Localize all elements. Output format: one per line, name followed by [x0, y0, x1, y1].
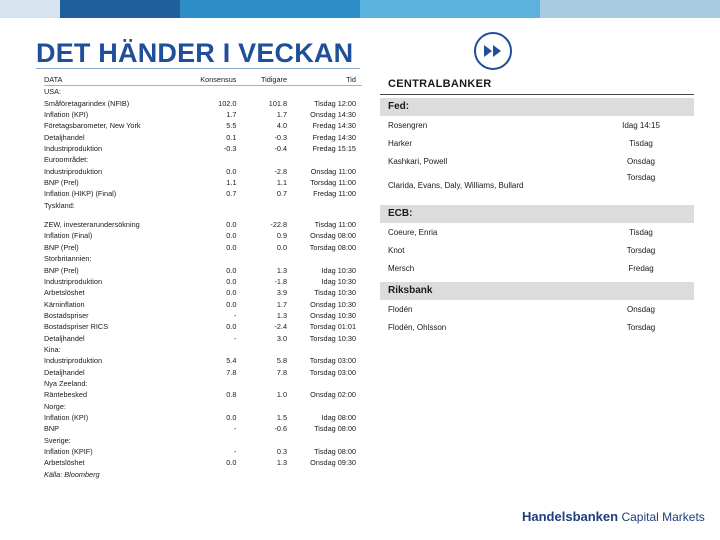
table-section-row — [44, 401, 362, 412]
table-row — [44, 265, 362, 276]
previous-value: -2.4 — [274, 322, 288, 332]
section-label: Kina: — [44, 344, 362, 355]
release-time: Idag 10:30 — [321, 276, 356, 286]
consensus-value: -0.3 — [223, 144, 237, 154]
previous-value: 1.0 — [276, 390, 288, 400]
consensus-value: 0.0 — [226, 242, 237, 252]
previous-value: 4.0 — [276, 121, 288, 131]
previous-value: 1.3 — [276, 310, 288, 320]
table-row — [44, 242, 362, 253]
previous-value: 1.7 — [276, 299, 288, 309]
indicator-label: Detaljhandel — [44, 367, 85, 377]
table-gap-row — [44, 211, 362, 219]
top-bar-segment — [360, 0, 540, 18]
table-row — [44, 287, 362, 298]
table-section-row — [44, 378, 362, 389]
speech-time: Torsdag — [626, 173, 656, 182]
table-row — [44, 177, 362, 188]
consensus-value: 1.7 — [226, 110, 237, 120]
consensus-value: 0.0 — [226, 299, 237, 309]
table-row — [44, 299, 362, 310]
section-label: USA: — [44, 86, 362, 98]
centralbank-section-label: ECB: — [380, 205, 694, 223]
release-time: Onsdag 02:00 — [310, 390, 356, 400]
indicator-label: Räntebesked — [44, 390, 88, 400]
table-gap-cell — [44, 211, 362, 219]
previous-value: 5.8 — [276, 356, 288, 366]
consensus-value: 0.0 — [226, 220, 237, 230]
release-time: Tisdag 08:00 — [314, 424, 356, 434]
speaker-name: Coeure, Enria — [388, 227, 438, 237]
brand-name: Handelsbanken — [522, 509, 619, 524]
indicator-label: Företagsbarometer, New York — [44, 121, 141, 131]
table-row — [44, 98, 362, 109]
centralbank-row — [380, 259, 694, 277]
release-time: Torsdag 08:00 — [309, 242, 356, 252]
indicator-label: Industriproduktion — [44, 276, 103, 286]
table-section-row — [44, 200, 362, 211]
source-label: Källa: Bloomberg — [44, 469, 100, 479]
table-row — [44, 219, 362, 230]
previous-value: 1.1 — [276, 178, 288, 188]
consensus-value: 0.0 — [226, 265, 237, 275]
speech-time: Torsdag — [626, 322, 656, 332]
consensus-value: - — [233, 333, 237, 343]
table-row — [44, 109, 362, 120]
consensus-value: - — [233, 424, 237, 434]
release-time: Torsdag 01:01 — [309, 322, 356, 332]
table-header-cell: Konsensus — [196, 74, 237, 86]
previous-value: 0.7 — [276, 189, 288, 199]
top-bar-segment — [180, 0, 360, 18]
consensus-value: - — [233, 310, 237, 320]
table-row — [44, 457, 362, 468]
table-section-row — [44, 86, 362, 98]
indicator-label: BNP (Prel) — [44, 178, 79, 188]
indicator-label: ZEW, investerarundersökning — [44, 220, 140, 230]
table-header-cell: DATA — [44, 74, 196, 86]
indicator-label: Industriproduktion — [44, 144, 103, 154]
indicator-label: Detaljhandel — [44, 132, 85, 142]
release-time: Onsdag 09:30 — [310, 458, 356, 468]
centralbank-header: CENTRALBANKER — [380, 74, 694, 95]
release-time: Torsdag 10:30 — [309, 333, 356, 343]
indicator-label: Industriproduktion — [44, 356, 103, 366]
table-row — [44, 321, 362, 332]
top-bar-segment — [540, 0, 720, 18]
previous-value: -0.4 — [274, 144, 288, 154]
previous-value: -2.8 — [274, 166, 288, 176]
previous-value: 0.9 — [276, 231, 288, 241]
indicator-label: Detaljhandel — [44, 333, 85, 343]
indicator-label: BNP (Prel) — [44, 242, 79, 252]
release-time: Onsdag 11:00 — [310, 166, 356, 176]
table-row — [44, 367, 362, 378]
centralbank-section-label: Fed: — [380, 98, 694, 116]
previous-value: -0.6 — [274, 424, 288, 434]
fast-forward-icon — [482, 44, 504, 58]
table-header-cell: Tidigare — [236, 74, 287, 86]
table-section-row — [44, 154, 362, 165]
centralbank-section-label: Riksbank — [380, 282, 694, 300]
indicator-label: Bostadspriser — [44, 310, 89, 320]
previous-value: 7.8 — [276, 367, 288, 377]
table-row — [44, 412, 362, 423]
table-row — [44, 389, 362, 400]
centralbank-row — [380, 152, 694, 170]
indicator-label: Industriproduktion — [44, 166, 103, 176]
previous-value: 1.7 — [276, 110, 288, 120]
table-row — [44, 276, 362, 287]
speaker-name: Harker — [388, 138, 413, 148]
table-row — [44, 333, 362, 344]
centralbank-row — [380, 300, 694, 318]
previous-value: 3.9 — [276, 288, 288, 298]
data-calendar-table — [44, 74, 362, 480]
table-row — [44, 143, 362, 154]
speech-time: Onsdag — [626, 156, 656, 166]
indicator-label: Bostadspriser RICS — [44, 322, 109, 332]
indicator-label: Inflation (KPIF) — [44, 447, 93, 456]
release-time: Onsdag 10:30 — [310, 299, 356, 309]
release-time: Fredag 14:30 — [312, 132, 356, 142]
consensus-value: 5.5 — [226, 121, 237, 131]
consensus-value: 0.7 — [226, 189, 237, 199]
speaker-name: Clarida, Evans, Daly, Williams, Bullard — [388, 180, 524, 190]
release-time: Fredag 11:00 — [313, 189, 356, 199]
consensus-value: 1.1 — [226, 178, 237, 188]
table-row — [44, 230, 362, 241]
speech-time: Onsdag — [626, 304, 656, 314]
section-label: Norge: — [44, 401, 362, 412]
brand-suffix: Capital Markets — [621, 510, 705, 524]
indicator-label: Inflation (KPI) — [44, 412, 89, 422]
table-row — [44, 446, 362, 457]
table-row — [44, 120, 362, 131]
consensus-value: 102.0 — [218, 98, 237, 108]
consensus-value: 0.0 — [226, 288, 237, 298]
speech-time: Tisdag — [629, 138, 653, 148]
release-time: Idag 10:30 — [321, 265, 356, 275]
section-label: Nya Zeeland: — [44, 378, 362, 389]
speaker-name: Knot — [388, 245, 405, 255]
table-row — [44, 423, 362, 434]
release-time: Idag 08:00 — [321, 412, 356, 422]
previous-value: 1.5 — [276, 412, 288, 422]
indicator-label: Småföretagarindex (NFIB) — [44, 98, 130, 108]
speaker-name: Rosengren — [388, 120, 428, 130]
indicator-label: Inflation (KPI) — [44, 110, 89, 120]
table-row — [44, 355, 362, 366]
release-time: Torsdag 11:00 — [310, 178, 356, 188]
table-row — [44, 310, 362, 321]
consensus-value: 0.0 — [226, 231, 237, 241]
table-header-cell: Tid — [287, 74, 362, 86]
fast-forward-button[interactable] — [474, 32, 512, 70]
indicator-label: Kärninflation — [44, 299, 85, 309]
speaker-name: Mersch — [388, 263, 415, 273]
table-source-row — [44, 469, 362, 480]
centralbank-row — [380, 318, 694, 336]
title-underline — [36, 68, 360, 69]
indicator-label: Inflation (Final) — [44, 231, 93, 241]
previous-value: 3.0 — [276, 333, 288, 343]
speech-time: Tisdag — [629, 227, 653, 237]
release-time: Fredag 14:30 — [312, 121, 356, 131]
top-color-bar — [0, 0, 720, 18]
previous-value: 0.3 — [276, 447, 288, 456]
previous-value: 0.0 — [276, 242, 288, 252]
consensus-value: - — [233, 447, 237, 456]
release-time: Tisdag 08:00 — [314, 447, 356, 456]
centralbank-row — [380, 170, 694, 200]
centralbank-row — [380, 134, 694, 152]
previous-value: 1.3 — [276, 265, 288, 275]
indicator-label: Arbetslöshet — [44, 288, 85, 298]
release-time: Fredag 15:15 — [312, 144, 356, 154]
release-time: Torsdag 03:00 — [309, 367, 356, 377]
consensus-value: 0.0 — [226, 458, 237, 468]
speech-time: Idag 14:15 — [622, 120, 660, 130]
centralbank-row — [380, 241, 694, 259]
previous-value: -22.8 — [270, 220, 288, 230]
consensus-value: 7.8 — [226, 367, 237, 377]
speech-time: Torsdag — [626, 245, 656, 255]
previous-value: 101.8 — [268, 98, 288, 108]
indicator-label: Arbetslöshet — [44, 458, 85, 468]
indicator-label: BNP — [44, 424, 60, 434]
table-section-row — [44, 435, 362, 446]
table-row — [44, 166, 362, 177]
release-time: Tisdag 11:00 — [314, 220, 356, 230]
previous-value: -0.3 — [274, 132, 288, 142]
centralbank-panel — [380, 74, 694, 336]
speaker-name: Kashkari, Powell — [388, 156, 448, 166]
table-section-row — [44, 344, 362, 355]
indicator-label: Inflation (HIKP) (Final) — [44, 189, 117, 199]
section-label: Storbritannien: — [44, 253, 362, 264]
release-time: Tisdag 12:00 — [314, 98, 356, 108]
section-label: Sverige: — [44, 435, 362, 446]
indicator-label: BNP (Prel) — [44, 265, 79, 275]
speech-time: Fredag — [628, 263, 654, 273]
table-section-row — [44, 253, 362, 264]
release-time: Onsdag 08:00 — [310, 231, 356, 241]
consensus-value: 0.0 — [226, 412, 237, 422]
consensus-value: 5.4 — [226, 356, 237, 366]
consensus-value: 0.0 — [226, 322, 237, 332]
release-time: Torsdag 03:00 — [309, 356, 356, 366]
consensus-value: 0.0 — [226, 166, 237, 176]
section-label: Euroområdet: — [44, 154, 362, 165]
centralbank-row — [380, 116, 694, 134]
release-time: Onsdag 10:30 — [310, 310, 356, 320]
table-header-row — [44, 74, 362, 86]
release-time: Onsdag 14:30 — [310, 110, 356, 120]
speaker-name: Flodén — [388, 304, 413, 314]
consensus-value: 0.8 — [226, 390, 237, 400]
top-bar-segment — [0, 0, 60, 18]
top-bar-segment — [60, 0, 180, 18]
table-row — [44, 132, 362, 143]
section-label: Tyskland: — [44, 200, 362, 211]
page-title: DET HÄNDER I VECKAN — [36, 38, 354, 68]
speaker-name: Flodén, Ohlsson — [388, 322, 447, 332]
previous-value: 1.3 — [276, 458, 288, 468]
consensus-value: 0.1 — [226, 132, 237, 142]
release-time: Tisdag 10:30 — [314, 288, 356, 298]
previous-value: -1.8 — [274, 276, 288, 286]
table-row — [44, 188, 362, 199]
centralbank-row — [380, 223, 694, 241]
consensus-value: 0.0 — [226, 276, 237, 286]
brand-logo — [522, 509, 705, 524]
